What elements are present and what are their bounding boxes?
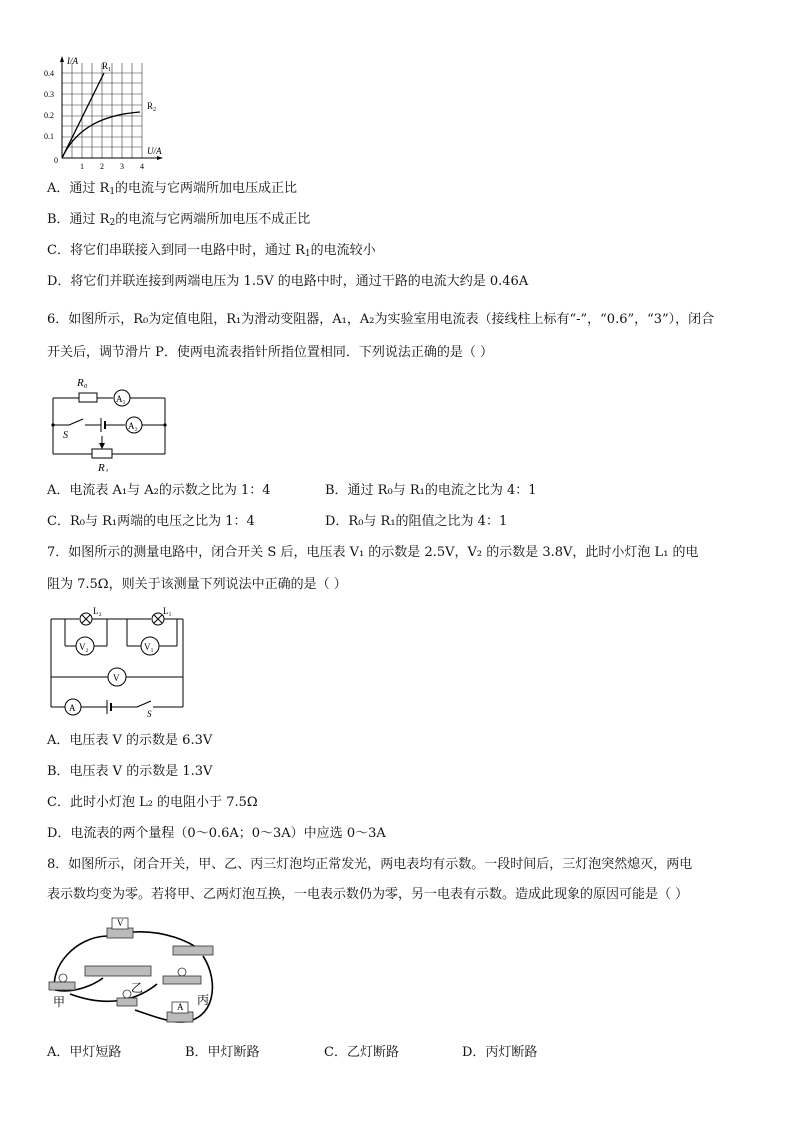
lamp-bing-base [163, 976, 201, 984]
x-tick-label: 2 [100, 162, 104, 171]
v1-label: V₁ [144, 642, 154, 652]
bing-label: 丙 [197, 993, 210, 1007]
a-label: A [177, 1002, 184, 1012]
y-tick-label: 0.1 [44, 132, 54, 141]
curve-r1-label: $R_1$ [102, 61, 112, 73]
q6-option-b: B．通过 R₀与 R₁的电流之比为 4：1 [325, 483, 537, 498]
jia-label: 甲 [53, 995, 66, 1009]
v2-label: V₂ [79, 642, 89, 652]
r0-label: R₀ [77, 377, 88, 389]
y-tick-label: 0.3 [44, 90, 54, 99]
q6-option-d: D．R₀与 R₁的阻值之比为 4：1 [325, 514, 508, 529]
q5-option-a: A．通过 $R_1$的电流与它两端所加电压成正比 [47, 181, 298, 197]
q7-option-d: D．电流表的两个量程（0～0.6A；0～3A）中应选 0～3A [47, 826, 386, 841]
q6-circuit [45, 372, 180, 472]
switch-s [69, 419, 83, 425]
x-tick-label: 4 [140, 162, 144, 171]
switch-base [173, 946, 213, 955]
q7-circuit [45, 605, 190, 720]
l1-label: L₁ [163, 606, 172, 616]
q7-stem-line2: 阻为 7.5Ω，则关于该测量下列说法中正确的是（ ） [47, 577, 347, 592]
rheostat-r1 [92, 449, 112, 458]
q6-stem-line1: 6．如图所示，R₀为定值电阻，R₁为滑动变阻器，A₁，A₂为实验室用电流表（接线柱上标有“-”，“0.6”，“3”），闭合 [47, 312, 715, 327]
x-tick-label: 3 [120, 162, 124, 171]
q6-stem-line2: 开关后，调节滑片 P．使两电流表指针所指位置相同．下列说法正确的是（ ） [47, 345, 494, 360]
q7-stem-line1: 7．如图所示的测量电路中，闭合开关 S 后，电压表 V₁ 的示数是 2.5V，V₂ 的示数是 3.8V，此时小灯泡 L₁ 的电 [47, 545, 699, 560]
s-label: S [63, 430, 68, 441]
q8-option-c: C．乙灯断路 [324, 1045, 399, 1060]
resistor-r0 [79, 393, 97, 402]
lamp-yi-bulb [123, 990, 131, 998]
s-label: S [147, 709, 152, 719]
x-axis-label: U/A [147, 146, 162, 156]
q8-stem-line1: 8．如图所示，闭合开关，甲、乙、丙三灯泡均正常发光，两电表均有示数。一段时间后，三灯泡突然熄灭，两电 [47, 857, 693, 872]
y-tick-label: 0.2 [44, 111, 54, 120]
l2-label: L₂ [93, 606, 102, 616]
ammeter-base [167, 1012, 193, 1022]
q5-option-b: B．通过 $R_2$的电流与它两端所加电压不成正比 [47, 212, 311, 228]
yi-label: 乙 [131, 981, 144, 995]
origin-label: 0 [54, 156, 58, 165]
switch-s [137, 701, 151, 707]
lamp-jia-base [49, 982, 75, 990]
v-label: V [113, 673, 120, 683]
q6-option-a: A．电流表 A₁与 A₂的示数之比为 1：4 [47, 483, 271, 498]
y-axis-label: I/A [67, 56, 78, 66]
q7-option-a: A．电压表 V 的示数是 6.3V [47, 733, 213, 748]
curve-r1 [62, 73, 104, 158]
curve-r2-label: $R_2$ [147, 101, 157, 113]
y-tick-label: 0.4 [44, 69, 54, 78]
q8-option-d: D．丙灯断路 [462, 1045, 538, 1060]
q8-option-b: B．甲灯断路 [185, 1045, 260, 1060]
q8-stem-line2: 表示数均变为零。若将甲、乙两灯泡互换，一电表示数仍为零，另一电表有示数。造成此现象的原因可能是（ ） [47, 887, 689, 902]
q8-option-a: A．甲灯短路 [47, 1045, 122, 1060]
q8-figure [45, 912, 220, 1034]
a2-label: A₂ [128, 421, 138, 431]
lamp-jia-bulb [59, 974, 67, 982]
voltmeter-base [107, 928, 133, 938]
a-label: A [69, 703, 76, 713]
lamp-bing-bulb [178, 968, 186, 976]
battery-box [85, 966, 151, 976]
q6-option-c: C．R₀与 R₁两端的电压之比为 1：4 [47, 514, 255, 529]
q5-option-c: C．将它们串联接入到同一电路中时，通过 $R_1$的电流较小 [47, 243, 376, 259]
q5-option-d: D．将它们并联连接到两端电压为 1.5V 的电路中时，通过干路的电流大约是 0.46A [47, 274, 529, 289]
q7-option-c: C．此时小灯泡 L₂ 的电阻小于 7.5Ω [47, 795, 258, 810]
iu-graph [40, 55, 180, 173]
a1-label: A₁ [116, 394, 126, 404]
x-tick-label: 1 [80, 162, 84, 171]
v-label: V [117, 918, 124, 928]
r1-label: R₁ [98, 462, 109, 472]
q7-option-b: B．电压表 V 的示数是 1.3V [47, 764, 213, 779]
lamp-yi-base [117, 998, 137, 1006]
